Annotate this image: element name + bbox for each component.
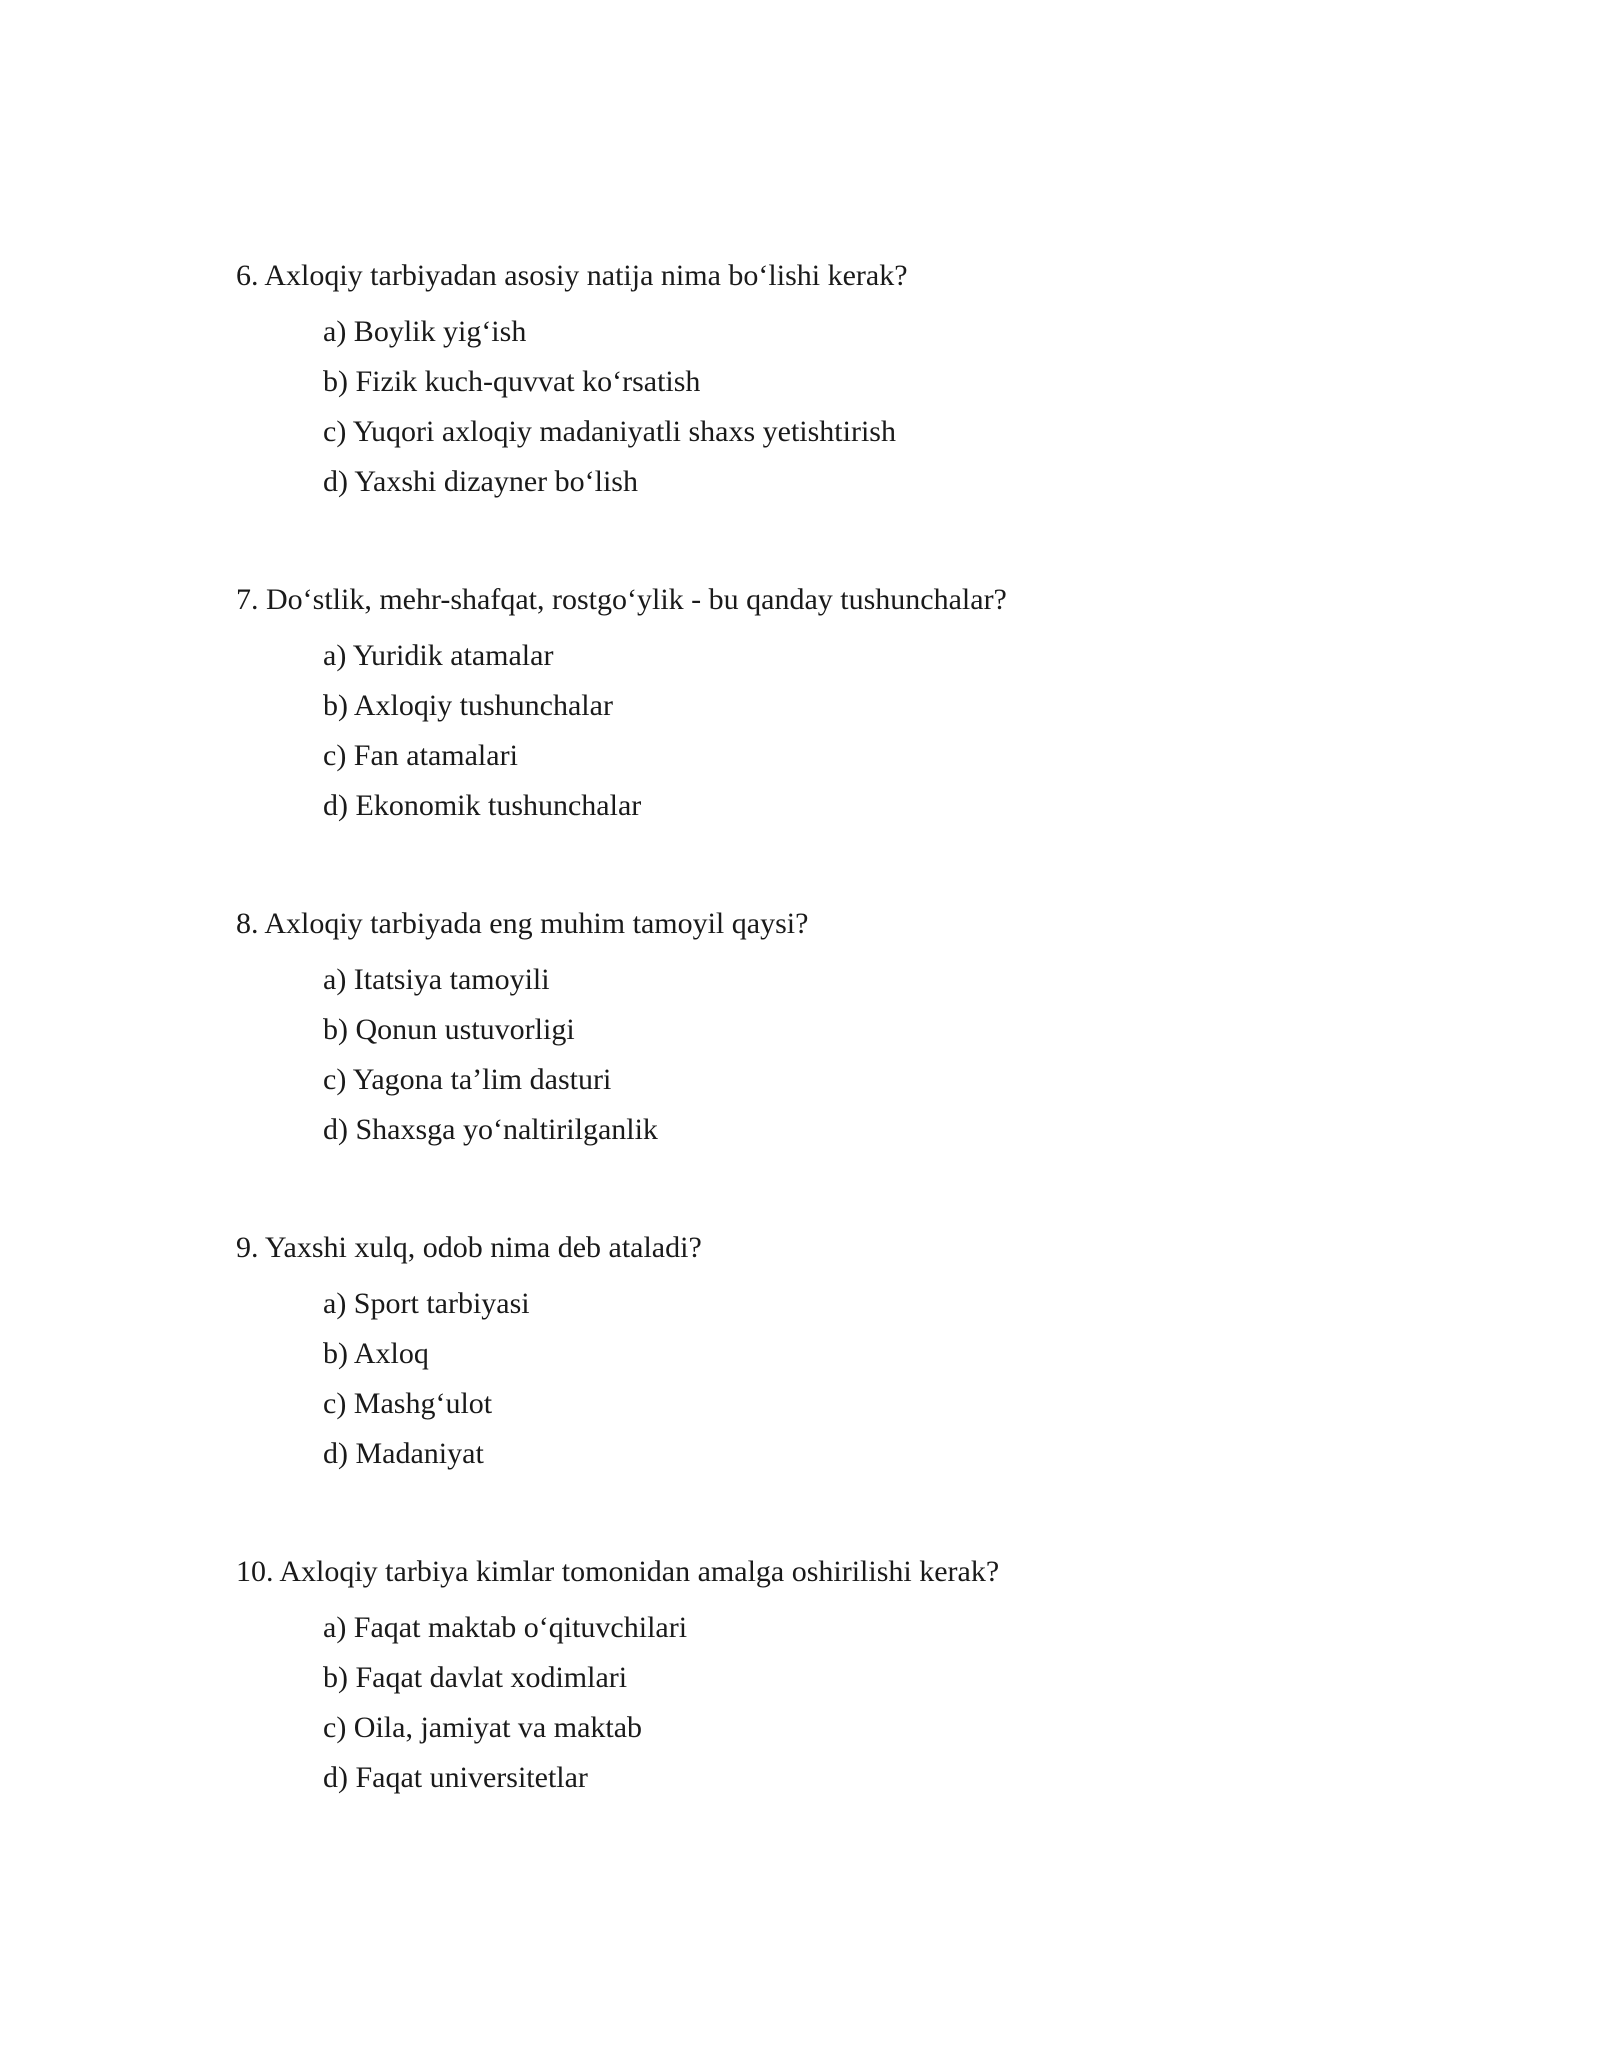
answer-options — [236, 1608, 1436, 1808]
answer-option-c: c) Fan atamalari — [323, 739, 518, 772]
question-title: 10. Axloqiy tarbiya kimlar tomonidan amalga oshirilishi kerak? — [236, 1555, 1000, 1588]
answer-option-a: a) Faqat maktab o‘qituvchilari — [323, 1611, 688, 1644]
question-6 — [236, 256, 1436, 512]
answer-option-c: c) Mashg‘ulot — [323, 1387, 493, 1420]
answer-option-d: d) Ekonomik tushunchalar — [323, 789, 642, 822]
question-title: 8. Axloqiy tarbiyada eng muhim tamoyil qaysi? — [236, 907, 809, 940]
answer-option-b: b) Axloqiy tushunchalar — [323, 689, 613, 722]
answer-option-b: b) Qonun ustuvorligi — [323, 1013, 575, 1046]
answer-option-c: c) Yagona ta’lim dasturi — [323, 1063, 612, 1096]
answer-option-c: c) Yuqori axloqiy madaniyatli shaxs yetishtirish — [323, 415, 896, 448]
answer-option-b: b) Fizik kuch-quvvat ko‘rsatish — [323, 365, 701, 398]
answer-option-b: b) Faqat davlat xodimlari — [323, 1661, 628, 1694]
answer-option-a: a) Boylik yig‘ish — [323, 315, 527, 348]
question-9 — [236, 1228, 1436, 1484]
question-10 — [236, 1552, 1436, 1808]
question-7 — [236, 580, 1436, 836]
answer-options — [236, 312, 1436, 512]
question-title: 6. Axloqiy tarbiyadan asosiy natija nima bo‘lishi kerak? — [236, 259, 908, 292]
question-8 — [236, 904, 1436, 1160]
answer-option-d: d) Madaniyat — [323, 1437, 484, 1470]
answer-option-d: d) Faqat universitetlar — [323, 1761, 588, 1794]
answer-option-d: d) Yaxshi dizayner bo‘lish — [323, 465, 638, 498]
answer-options — [236, 960, 1436, 1160]
answer-options — [236, 636, 1436, 836]
question-title: 7. Do‘stlik, mehr-shafqat, rostgo‘ylik - bu qanday tushunchalar? — [236, 583, 1007, 616]
question-title: 9. Yaxshi xulq, odob nima deb ataladi? — [236, 1231, 702, 1264]
answer-option-d: d) Shaxsga yo‘naltirilganlik — [323, 1113, 658, 1146]
answer-option-c: c) Oila, jamiyat va maktab — [323, 1711, 643, 1744]
answer-option-a: a) Sport tarbiyasi — [323, 1287, 530, 1320]
answer-option-a: a) Itatsiya tamoyili — [323, 963, 550, 996]
answer-option-a: a) Yuridik atamalar — [323, 639, 554, 672]
answer-option-b: b) Axloq — [323, 1337, 429, 1370]
answer-options — [236, 1284, 1436, 1484]
